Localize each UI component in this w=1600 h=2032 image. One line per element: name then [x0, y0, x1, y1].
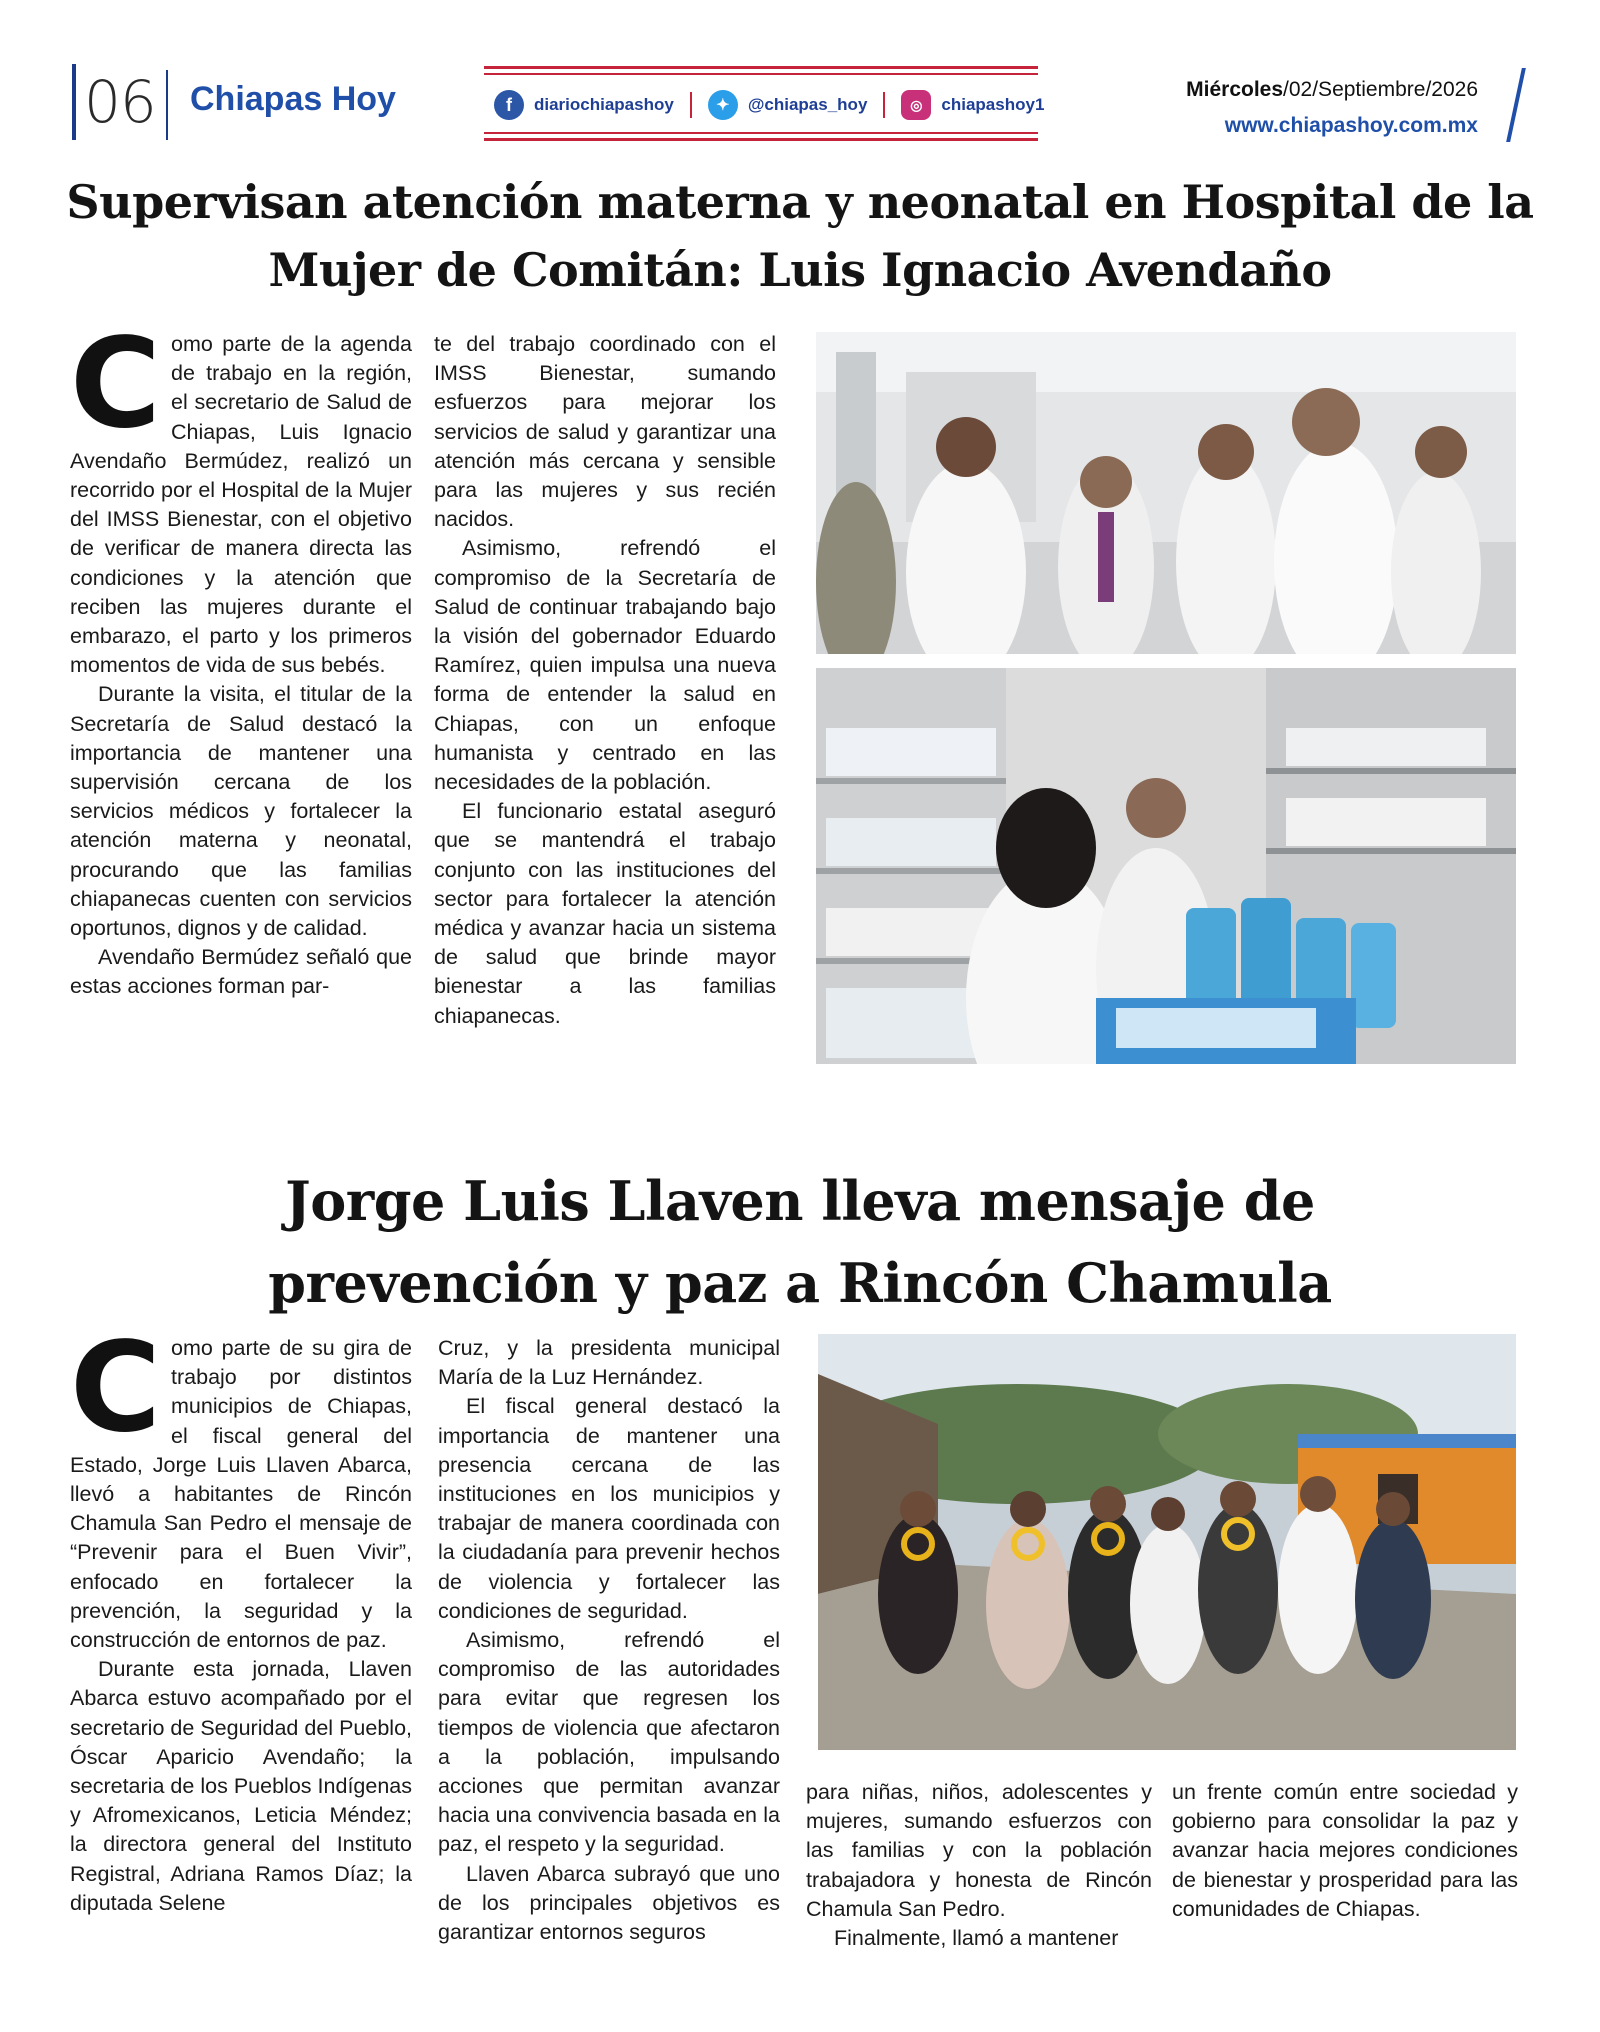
article1-col1-p2: Durante la visita, el titular de la Secretaría de Salud destacó la importancia de mantener una supervisión cercana de los servicios médicos y fortalecer la atención materna y neonatal, procurando que las familias chiapanecas cuenten con servicios oportunos, dignos y de calidad.	[70, 682, 412, 941]
social-bottom-rule-thin	[484, 132, 1038, 134]
article2-dropcap: C	[70, 1316, 162, 1460]
article2-column-2	[438, 1334, 780, 1947]
article1-dropcap: C	[70, 312, 162, 456]
article2-col2-p1: Cruz, y la presidenta municipal María de la Luz Hernández.	[438, 1336, 780, 1390]
article1-col2-p1: te del trabajo coordinado con el IMSS Bienestar, sumando esfuerzos para mejorar los servicios de salud y garantizar una atención más cercana y sensible para las mujeres y sus recién nacidos.	[434, 332, 776, 532]
issue-date	[1186, 78, 1478, 102]
social-divider	[883, 92, 885, 118]
article2-headline	[60, 1160, 1540, 1324]
social-links	[494, 90, 1044, 120]
header-accent-bar	[72, 64, 76, 140]
twitter-icon[interactable]: ✦	[708, 90, 738, 120]
social-divider	[690, 92, 692, 118]
article2-col2-p3: Asimismo, refrendó el compromiso de las autoridades para evitar que regresen los tiempos de violencia que afectaron a la población, impulsando acciones que permitan avanzar hacia una convivencia basada en la paz, el respeto y la seguridad.	[438, 1628, 780, 1857]
article1-headline	[60, 168, 1540, 304]
article2-column-1	[70, 1316, 412, 1918]
social-links-bar	[484, 66, 1045, 142]
article2-headline-line2: prevención y paz a Rincón Chamula	[268, 1251, 1332, 1315]
article2-paragraph	[70, 1316, 412, 1655]
article2-column-3	[806, 1778, 1152, 1953]
website-link[interactable]: www.chiapashoy.com.mx	[1224, 114, 1478, 137]
article2-col1-p1: omo parte de su gira de trabajo por distintos municipios de Chiapas, el fiscal general del Estado, Jorge Luis Llaven Abarca, llevó a habitantes de Rincón Chamula San Pedro el mensaje de “Prevenir para el Buen Vivir”, enfocado en fortalecer la prevención, la seguridad y la construcción de entornos de paz.	[70, 1336, 412, 1653]
article2-col1-p2: Durante esta jornada, Llaven Abarca estuvo acompañado por el secretario de Seguridad del Pueblo, Óscar Aparicio Avendaño; la secretaria de los Pueblos Indígenas y Afromexicanos, Leticia Méndez; la directora general del Instituto Registral, Adriana Ramos Díaz; la diputada Selene	[70, 1657, 412, 1915]
facebook-handle[interactable]: diariochiapashoy	[534, 95, 674, 114]
article1-column-2	[434, 330, 776, 1031]
article2-col4-p1: un frente común entre sociedad y gobierno para consolidar la paz y avanzar hacia mejores condiciones de bienestar y prosperidad para las comunidades de Chiapas.	[1172, 1780, 1518, 1921]
header-divider	[166, 70, 168, 140]
photo-community-walk	[818, 1334, 1516, 1750]
instagram-handle[interactable]: chiapashoy1	[941, 95, 1045, 114]
article1-headline-line1: Supervisan atención materna y neonatal en Hospital de la	[66, 175, 1534, 229]
photo-pharmacy-shelves	[816, 668, 1516, 1064]
facebook-icon[interactable]: f	[494, 90, 524, 120]
article2-column-4	[1172, 1778, 1518, 1924]
article1-col1-p1: omo parte de la agenda de trabajo en la región, el secretario de Salud de Chiapas, Luis Ignacio Avendaño Bermúdez, realizó un recorrido por el Hospital de la Mujer del IMSS Bienestar, con el objetivo de verificar de manera directa las condiciones y la atención que reciben las mujeres durante el embarazo, el parto y los primeros momentos de vida de sus bebés.	[70, 332, 412, 678]
article1-headline-line2: Mujer de Comitán: Luis Ignacio Avendaño	[268, 243, 1332, 297]
article1-col2-p2: Asimismo, refrendó el compromiso de la Secretaría de Salud de continuar trabajando bajo la visión del gobernador Eduardo Ramírez, quien impulsa una nueva forma de entender la salud en Chiapas, con un enfoque humanista y centrado en las necesidades de la población.	[434, 536, 776, 795]
section-name[interactable]: Chiapas Hoy	[190, 80, 396, 118]
article2-headline-line1: Jorge Luis Llaven lleva mensaje de	[285, 1169, 1315, 1233]
instagram-icon[interactable]: ◎	[901, 90, 931, 120]
article2-col3-p2: Finalmente, llamó a mantener	[834, 1926, 1119, 1951]
article1-paragraph	[70, 312, 412, 680]
social-top-rule	[484, 66, 1038, 69]
article2-col2-p2: El fiscal general destacó la importancia de mantener una presencia cercana de las instituciones en los municipios y trabajar de manera coordinada con la ciudadanía para prevenir hechos de violencia y fortalecer las condiciones de seguridad.	[438, 1394, 780, 1623]
page-number: 06	[84, 68, 156, 136]
article2-col2-p4: Llaven Abarca subrayó que uno de los principales objetivos es garantizar entornos seguros	[438, 1861, 780, 1945]
article1-col2-p3: El funcionario estatal aseguró que se mantendrá el trabajo conjunto con las instituciones del sector para fortalecer la atención médica y avanzar hacia un sistema de salud que brinde mayor bienestar a las familias chiapanecas.	[434, 799, 776, 1028]
issue-date-rest: /02/Septiembre/2026	[1283, 78, 1478, 101]
social-top-rule-thin	[484, 73, 1038, 75]
issue-weekday: Miércoles	[1186, 78, 1284, 101]
twitter-handle[interactable]: @chiapas_hoy	[747, 95, 868, 114]
article1-column-1	[70, 312, 412, 1002]
article1-col1-p3: Avendaño Bermúdez señaló que estas acciones forman par-	[70, 945, 412, 999]
social-bottom-rule	[484, 138, 1038, 141]
article2-col3-p1: para niñas, niños, adolescentes y mujeres, sumando esfuerzos con las familias y con la población trabajadora y honesta de Rincón Chamula San Pedro.	[806, 1780, 1152, 1921]
header-slash-accent	[1506, 68, 1526, 142]
photo-hospital-visit	[816, 332, 1516, 654]
